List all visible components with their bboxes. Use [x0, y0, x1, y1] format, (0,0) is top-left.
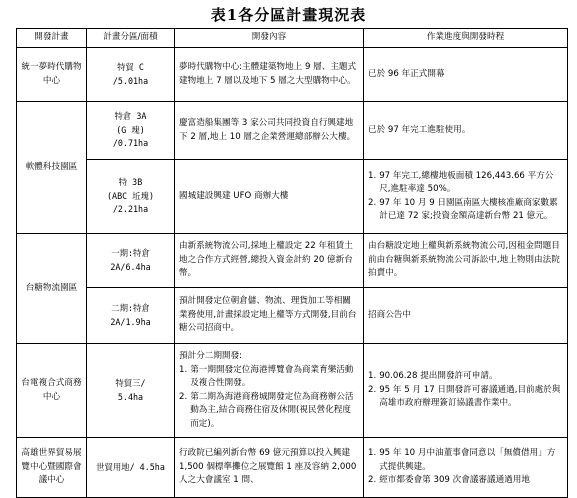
table-row	[17, 48, 568, 102]
district-plan-table	[16, 28, 568, 498]
progress-item	[368, 384, 563, 411]
item-text: 第一期開發定位海港博覽會為商業育樂活動及複合性開發。	[190, 364, 354, 388]
zone-area: 5.4ha	[117, 391, 144, 402]
progress-cell: 已於 96 年正式開幕	[364, 48, 568, 102]
progress-item	[368, 170, 563, 197]
header-zone-area: 計畫分區/面積	[87, 29, 175, 48]
zone-area: 2A/6.4ha	[110, 261, 151, 272]
progress-cell	[364, 344, 568, 438]
plan-cell: 高雄世界貿易展覽中心暨國際會議中心	[17, 438, 87, 498]
item-number: 2.	[368, 475, 377, 486]
zone-name: 特倉 3A	[114, 111, 147, 122]
zone-name: 特貿 C	[117, 62, 144, 72]
content-item	[179, 364, 359, 391]
table-row	[17, 288, 568, 344]
progress-item	[368, 197, 563, 224]
table-row	[17, 160, 568, 234]
table-row	[17, 234, 568, 288]
zone-area: /2.21ha	[112, 204, 149, 215]
plan-cell: 台電複合式商務中心	[17, 344, 87, 438]
progress-item	[368, 474, 563, 488]
zone-name: 一期:特倉	[111, 248, 150, 258]
table-row	[17, 344, 568, 438]
content-cell: 由新系統物流公司,採地上權設定 22 年租賃土地之合作方式經營,總投入資金計約 20 億新台幣。	[175, 234, 364, 288]
item-text: 97 年完工,總樓地板面積 126,443.66 平方公尺,進駐率達 50%。	[379, 170, 554, 194]
table-row	[17, 438, 568, 498]
table-row	[17, 102, 568, 160]
zone-block: (ABC 坵塊)	[106, 190, 154, 201]
plan-cell: 統一夢時代購物中心	[17, 48, 87, 102]
plan-cell: 台糖物流園區	[17, 234, 87, 344]
progress-item	[368, 370, 563, 384]
header-content: 開發內容	[175, 29, 364, 48]
item-number: 2.	[368, 384, 377, 395]
item-number: 1.	[179, 364, 188, 375]
item-text: 第二期為海港商務城開發定位為商務辦公活動為主,結合商務住宿及休閒(視民營化程度而定)。	[190, 391, 354, 429]
zone-name: 二期:特倉	[111, 303, 150, 313]
zone-area: 2A/1.9ha	[110, 316, 151, 327]
zone-area: /5.01ha	[112, 75, 149, 86]
progress-item	[368, 447, 563, 474]
progress-cell	[364, 160, 568, 234]
item-text: 90.06.28 提出開發許可申請。	[379, 371, 498, 382]
item-number: 2.	[179, 391, 188, 402]
item-text: 97 年 10 月 9 日園區南區大樓核准廠商家數累計已達 72 家;投資金額高達新台幣 21 億元。	[379, 197, 558, 221]
zone-cell	[87, 234, 175, 288]
zone-cell	[87, 344, 175, 438]
content-intro: 預計分二期開發:	[179, 351, 243, 361]
item-number: 1.	[368, 448, 377, 459]
progress-cell: 由台糖設定地上權與新系統物流公司,因租金問題目前由台糖與新系統物流公司訴訟中,地上物則由法院拍賣中。	[364, 234, 568, 288]
zone-cell	[87, 48, 175, 102]
content-cell: 慶富造船集團等 3 家公司共同投資自行興建地下 2 層,地上 10 層之企業營運總部辦公大樓。	[175, 102, 364, 160]
content-cell: 夢時代購物中心:主體建築物地上 9 層、主題式建物地上 7 層以及地下 5 層之大型購物中心。	[175, 48, 364, 102]
zone-block: (G 塊)	[116, 124, 145, 135]
item-text: 經市都委會第 309 次會議審議通過用地	[379, 475, 530, 486]
content-cell	[175, 344, 364, 438]
content-cell: 預計開發定位朝倉儲、物流、理貨加工等相關業務使用,計畫採設定地上權等方式開發,目前台糖公司招商中。	[175, 288, 364, 344]
zone-cell	[87, 288, 175, 344]
zone-name: 特貿三/	[115, 378, 146, 388]
zone-cell: 世貿用地/ 4.5ha	[87, 438, 175, 498]
table-title: 表1各分區計畫現況表	[210, 6, 367, 24]
header-plan: 開發計畫	[17, 29, 87, 48]
plan-cell: 軟體科技園區	[17, 102, 87, 234]
zone-cell	[87, 160, 175, 234]
item-text: 95 年 10 月中油董事會同意以「無償借用」方式提供興建。	[379, 448, 556, 472]
progress-cell	[364, 438, 568, 498]
progress-cell: 招商公告中	[364, 288, 568, 344]
content-cell: 行政院已編列新台幣 69 億元預算以投入興建 1,500 個標準攤位之展覽館 1 座及容納 2,000 人之大會議室 1 間、	[175, 438, 364, 498]
zone-area: /0.71ha	[112, 138, 149, 149]
header-row	[17, 29, 568, 48]
content-item	[179, 391, 359, 432]
item-number: 1.	[368, 371, 377, 382]
progress-cell: 已於 97 年完工進駐使用。	[364, 102, 568, 160]
item-number: 1.	[368, 170, 377, 181]
content-cell: 國城建設興建 UFO 商辦大樓	[175, 160, 364, 234]
zone-cell	[87, 102, 175, 160]
item-number: 2.	[368, 197, 377, 208]
zone-name: 特 3B	[118, 177, 143, 188]
header-progress: 作業進度與開發時程	[364, 29, 568, 48]
item-text: 95 年 5 月 17 日開發許可審議通過,目前處於與高雄市政府辦理簽訂協議書作業中。	[379, 384, 561, 409]
